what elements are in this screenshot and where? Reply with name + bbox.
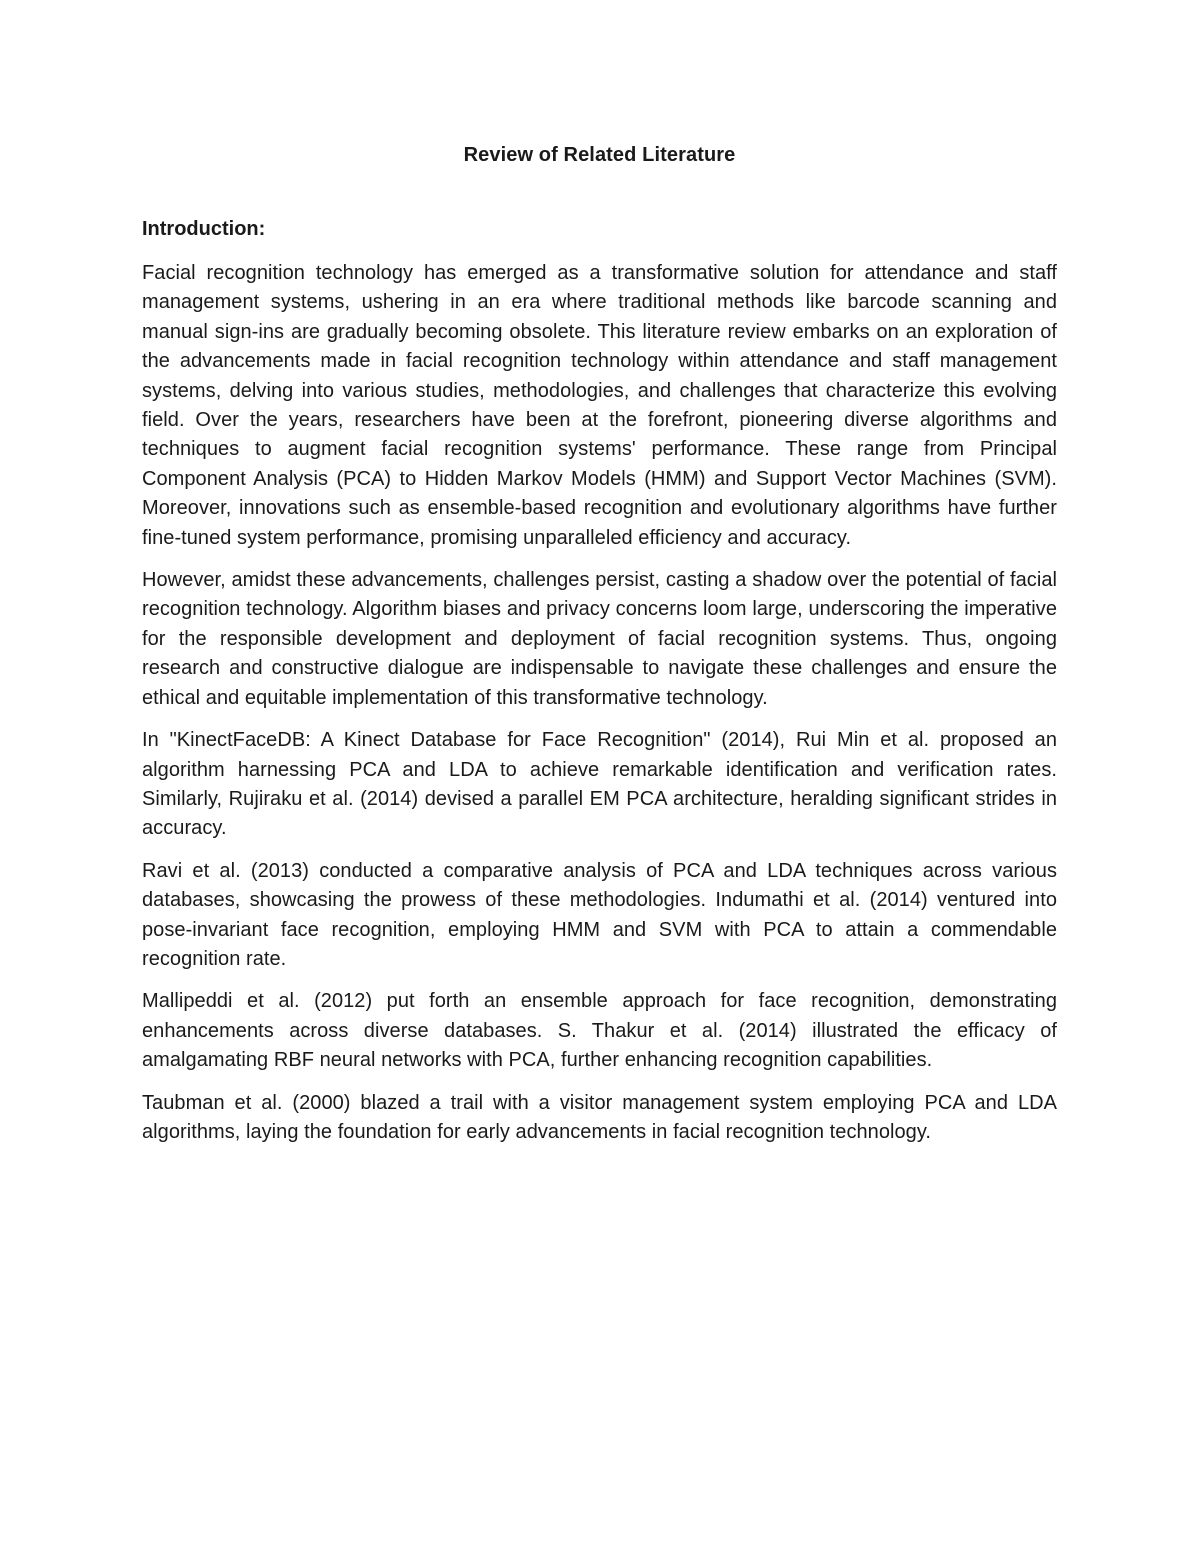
paragraph-taubman: Taubman et al. (2000) blazed a trail with a visitor management system employing PCA and LDA algorithms, laying the foundation for early advancements in facial recognition technology. (142, 1091, 1057, 1143)
paragraph-intro: Facial recognition technology has emerged as a transformative solution for attendance and staff management systems, ushering in an era where traditional methods like barcode scanning and manual sign-ins are gradually becoming obsolete. This literature review embarks on an exploration of the advancements made in facial recognition technology within attendance and staff management systems, delving into various studies, methodologies, and challenges that characterize this evolving field. Over the years, researchers have been at the forefront, pioneering diverse algorithms and techniques to augment facial recognition systems' performance. These range from Principal Component Analysis (PCA) to Hidden Markov Models (HMM) and Support Vector Machines (SVM). Moreover, innovations such as ensemble-based recognition and evolutionary algorithms have further fine-tuned system performance, promising unparalleled efficiency and accuracy. (142, 262, 1057, 549)
paragraph-mallipeddi-thakur: Mallipeddi et al. (2012) put forth an ensemble approach for face recognition, demonstrating enhancements across diverse databases. S. Thakur et al. (2014) illustrated the efficacy of amalgamating RBF neural networks with PCA, further enhancing recognition capabilities. (142, 990, 1057, 1072)
document-title: Review of Related Literature (463, 144, 736, 166)
document-body (142, 141, 1057, 1160)
paragraph-ravi-indumathi: Ravi et al. (2013) conducted a comparative analysis of PCA and LDA techniques across various databases, showcasing the prowess of these methodologies. Indumathi et al. (2014) ventured into pose-invariant face recognition, employing HMM and SVM with PCA to attain a commendable recognition rate. (142, 859, 1057, 970)
paragraph-challenges: However, amidst these advancements, challenges persist, casting a shadow over the potential of facial recognition technology. Algorithm biases and privacy concerns loom large, underscoring the imperative for the responsible development and deployment of facial recognition systems. Thus, ongoing research and constructive dialogue are indispensable to navigate these challenges and ensure the ethical and equitable implementation of this transformative technology. (142, 569, 1057, 709)
paragraph-kinectfacedb: In "KinectFaceDB: A Kinect Database for Face Recognition" (2014), Rui Min et al. proposed an algorithm harnessing PCA and LDA to achieve remarkable identification and verification rates. Similarly, Rujiraku et al. (2014) devised a parallel EM PCA architecture, heralding significant strides in accuracy. (142, 729, 1057, 840)
section-heading-introduction: Introduction: (142, 218, 266, 240)
